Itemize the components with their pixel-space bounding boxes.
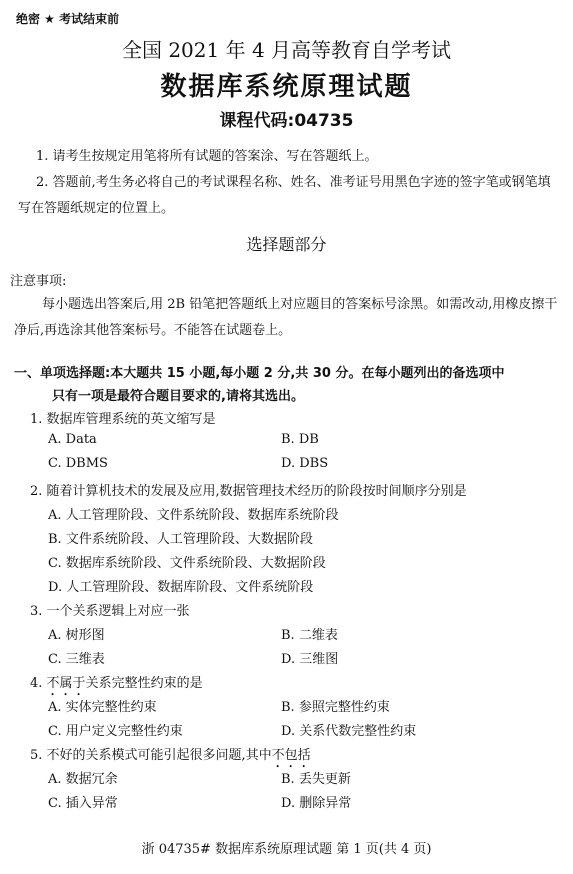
- part-heading-line1: 一、单项选择题:本大题共 15 小题,每小题 2 分,共 30 分。在每小题列出的备选项中: [14, 366, 505, 381]
- question-2-option-c: C. 数据库系统阶段、文件系统阶段、大数据阶段: [48, 556, 326, 571]
- question-2-stem: 2. 随着计算机技术的发展及应用,数据管理技术经历的阶段按时间顺序分别是: [30, 484, 467, 499]
- question-5-option-d: D. 删除异常: [281, 796, 352, 811]
- question-4-option-d: D. 关系代数完整性约束: [281, 724, 417, 739]
- course-code: 课程代码:04735: [219, 111, 354, 131]
- question-3-option-b: B. 二维表: [281, 628, 338, 643]
- question-4-emphasis: 不属于: [46, 676, 86, 691]
- question-5-stem-prefix: 5. 不好的关系模式可能引起很多问题,其中: [30, 748, 272, 763]
- notes-heading: 注意事项:: [10, 274, 67, 289]
- question-5-option-c: C. 插入异常: [48, 796, 118, 811]
- question-3-option-d: D. 三维图: [281, 652, 339, 667]
- question-1-option-b: B. DB: [281, 432, 319, 447]
- question-3-option-c: C. 三维表: [48, 652, 105, 667]
- subject-title: 数据库系统原理试题: [160, 72, 413, 102]
- question-3-option-a: A. 树形图: [48, 628, 105, 643]
- question-4-stem-suffix: 关系完整性约束的是: [85, 676, 203, 691]
- question-4-option-c: C. 用户定义完整性约束: [48, 724, 183, 739]
- question-2-option-b: B. 文件系统阶段、人工管理阶段、大数据阶段: [48, 532, 313, 547]
- question-4-option-b: B. 参照完整性约束: [281, 700, 390, 715]
- question-4-stem-prefix: 4.: [30, 676, 47, 691]
- instruction-1: 1. 请考生按规定用笔将所有试题的答案涂、写在答题纸上。: [36, 149, 378, 164]
- question-5-option-a: A. 数据冗余: [48, 772, 118, 787]
- question-1-option-a: A. Data: [48, 432, 97, 447]
- instruction-2: 2. 答题前,考生务必将自己的考试课程名称、姓名、准考证号用黑色字迹的签字笔或钢笔填写在答题纸规定的位置上。: [18, 175, 551, 216]
- section-title: 选择题部分: [246, 235, 327, 254]
- question-2-option-d: D. 人工管理阶段、数据库阶段、文件系统阶段: [48, 580, 314, 595]
- question-1-option-c: C. DBMS: [48, 456, 108, 471]
- question-5-emphasis: 不包括: [271, 748, 311, 763]
- question-3-stem: 3. 一个关系逻辑上对应一张: [30, 604, 190, 619]
- question-5-stem: [30, 744, 311, 771]
- exam-title: 全国 2021 年 4 月高等教育自学考试: [121, 38, 452, 62]
- question-1-option-d: D. DBS: [281, 456, 329, 471]
- question-4-option-a: A. 实体完整性约束: [48, 700, 157, 715]
- page-footer: 浙 04735# 数据库系统原理试题 第 1 页(共 4 页): [141, 842, 432, 857]
- notes-body: 每小题选出答案后,用 2B 铅笔把答题纸上对应题目的答案标号涂黑。如需改动,用橡皮擦干净后,再选涂其他答案标号。不能答在试题卷上。: [14, 297, 558, 338]
- question-4-stem: [30, 672, 203, 699]
- question-1-stem: 1. 数据库管理系统的英文缩写是: [30, 412, 216, 427]
- part-heading-line2: 只有一项是最符合题目要求的,请将其选出。: [52, 389, 304, 404]
- question-5-option-b: B. 丢失更新: [281, 772, 351, 787]
- confidential-mark: 绝密 ★ 考试结束前: [16, 12, 120, 26]
- question-2-option-a: A. 人工管理阶段、文件系统阶段、数据库系统阶段: [48, 508, 339, 523]
